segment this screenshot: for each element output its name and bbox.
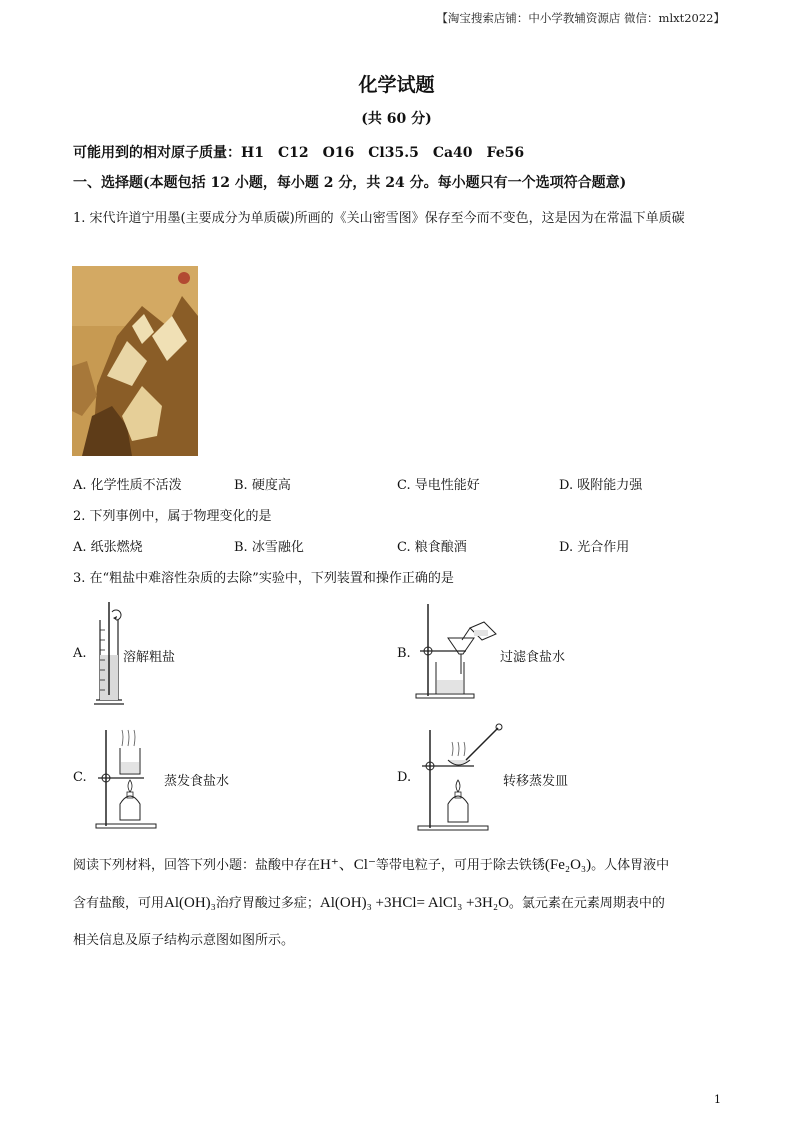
header-note: 【淘宝搜索店铺：中小学教辅资源店 微信：mlxt2022】 [436,11,725,25]
q3-option-a-caption: 溶解粗盐 [123,650,176,665]
q1-option-c[interactable]: C. 导电性能好 [397,478,480,493]
q3-option-d-caption: 转移蒸发皿 [503,774,569,789]
q3-option-d-letter[interactable]: D. [397,770,412,785]
evaporation-diagram [92,726,160,830]
page-title: 化学试题 [358,74,435,96]
section1-heading: 一、选择题(本题包括 12 小题，每小题 2 分，共 24 分。每小题只有一个选项符合题意) [73,175,627,191]
q2-option-c[interactable]: C. 粮食酿酒 [397,540,467,555]
q2-option-d[interactable]: D. 光合作用 [559,540,630,555]
q1-option-d[interactable]: D. 吸附能力强 [559,478,643,493]
q2-stem: 2. 下列事例中，属于物理变化的是 [73,509,272,524]
material-text: 治疗胃酸过多症； [215,896,320,911]
material-text: 阅读下列材料，回答下列小题：盐酸中存在 [73,858,321,873]
graduated-cylinder-diagram [92,600,124,710]
transfer-dish-diagram [414,722,506,832]
ions-formula: H⁺、Cl⁻ [320,857,376,873]
reaction-equation: Al(OH)₃ +3HCl= AlCl₃ +3H₂O [319,895,509,911]
q2-option-b[interactable]: B. 冰雪融化 [234,540,304,555]
filtration-diagram [414,600,502,700]
q3-stem: 3. 在“粗盐中难溶性杂质的去除”实验中，下列装置和操作正确的是 [73,571,454,586]
q1-option-b[interactable]: B. 硬度高 [234,478,291,493]
material-line-1 [73,846,723,885]
material-text: 等带电粒子，可用于除去铁锈 [375,858,545,873]
q1-stem: 1. 宋代许道宁用墨(主要成分为单质碳)所画的《关山密雪图》保存至今而不变色，这是因为在常温下单质碳 [73,211,685,226]
q3-option-b-caption: 过滤食盐水 [500,650,566,665]
q3-option-a-letter[interactable]: A. [73,646,87,661]
drug-formula: Al(OH)₃ [164,895,216,911]
atomic-masses-line: 可能用到的相对原子质量：H1 C12 O16 Cl35.5 Ca40 Fe56 [73,145,525,161]
page-subtitle: (共 60 分) [361,111,432,127]
q3-option-c-letter[interactable]: C. [73,770,87,785]
material-line-2 [73,884,723,923]
material-text: 。氯元素在元素周期表中的 [508,896,665,911]
page-number: 1 [714,1093,721,1106]
material-line-3: 相关信息及原子结构示意图如图所示。 [73,933,295,948]
q3-option-c-caption: 蒸发食盐水 [164,774,230,789]
q3-option-b-letter[interactable]: B. [397,646,411,661]
q1-option-a[interactable]: A. 化学性质不活泼 [73,478,182,493]
material-text: 。人体胃液中 [591,858,670,873]
rust-formula: (Fe₂O₃) [544,857,592,873]
q2-option-a[interactable]: A. 纸张燃烧 [73,540,143,555]
material-text: 含有盐酸，可用 [73,896,165,911]
painting-image [72,266,198,456]
